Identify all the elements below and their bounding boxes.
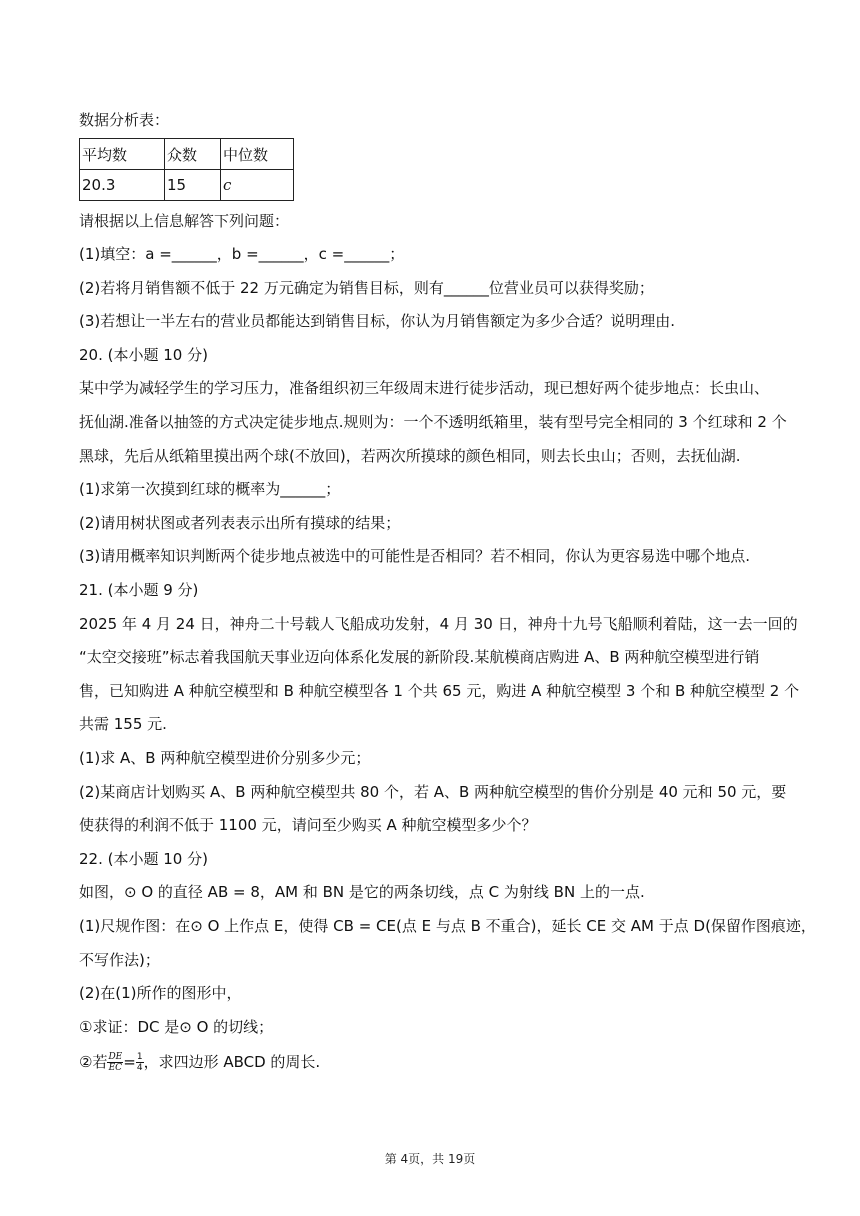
- q22-part1b: 不写作法)；: [79, 951, 160, 969]
- table-header-cell: 中位数: [221, 139, 294, 170]
- q22-sub2: [79, 1050, 784, 1074]
- q20-part1: (1)求第一次摸到红球的概率为______；: [79, 480, 341, 498]
- fraction-denominator: EC: [108, 1063, 123, 1073]
- q19-intro: 请根据以上信息解答下列问题：: [79, 212, 290, 230]
- q22-line1: 如图，⊙ O 的直径 AB = 8，AM 和 BN 是它的两条切线，点 C 为射线 BN 上的一点.: [79, 883, 645, 901]
- q20-line3: 黑球，先后从纸箱里摸出两个球(不放回)，若两次所摸球的颜色相同，则去长虫山；否则，去抚仙湖.: [79, 447, 741, 465]
- section-label: 数据分析表：: [79, 111, 170, 129]
- q20-title: 20. (本小题 10 分): [79, 346, 208, 364]
- q21-part1: (1)求 A、B 两种航空模型进价分别多少元；: [79, 749, 371, 767]
- q21-part2a: (2)某商店计划购买 A、B 两种航空模型共 80 个，若 A、B 两种航空模型的售价分别是 40 元和 50 元，要: [79, 783, 787, 801]
- q22-sub2-suffix: ，求四边形 ABCD 的周长.: [143, 1053, 321, 1071]
- q22-part1a: (1)尺规作图：在⊙ O 上作点 E，使得 CB = CE(点 E 与点 B 不重合)，延长 CE 交 AM 于点 D(保留作图痕迹，: [79, 917, 816, 935]
- q20-line2: 抚仙湖.准备以抽签的方式决定徒步地点.规则为：一个不透明纸箱里，装有型号完全相同的 3 个红球和 2 个: [79, 413, 787, 431]
- table-cell: 15: [165, 170, 221, 201]
- q22-sub1: ①求证：DC 是⊙ O 的切线；: [79, 1018, 274, 1036]
- q21-line4: 共需 155 元.: [79, 715, 167, 733]
- table-cell: 20.3: [80, 170, 165, 201]
- q21-line2: “太空交接班”标志着我国航天事业迈向体系化发展的新阶段.某航模商店购进 A、B 两种航空模型进行销: [79, 648, 760, 666]
- fraction-denominator: 4: [136, 1063, 143, 1073]
- fraction-numerator: 1: [136, 1052, 143, 1062]
- fraction-numerator: DE: [108, 1052, 123, 1062]
- q19-part2: (2)若将月销售额不低于 22 万元确定为销售目标，则有______位营业员可以获得奖励；: [79, 279, 654, 297]
- table-header-row: [80, 139, 294, 170]
- q20-part3: (3)请用概率知识判断两个徒步地点被选中的可能性是否相同？若不相同，你认为更容易选中哪个地点.: [79, 547, 751, 565]
- q21-title: 21. (本小题 9 分): [79, 581, 199, 599]
- table-row: [80, 170, 294, 201]
- q22-sub2-prefix: ②若: [79, 1053, 108, 1071]
- equals-sign: =: [123, 1053, 136, 1071]
- table-cell: c: [221, 170, 294, 201]
- page-footer: 第 4页，共 19页: [384, 1152, 476, 1166]
- table-header-cell: 众数: [165, 139, 221, 170]
- table-header-cell: 平均数: [80, 139, 165, 170]
- q21-line1: 2025 年 4 月 24 日，神舟二十号载人飞船成功发射，4 月 30 日，神舟十九号飞船顺利着陆，这一去一回的: [79, 615, 798, 633]
- fraction-de-ec: [107, 1052, 123, 1073]
- fraction-one-quarter: [136, 1052, 144, 1073]
- q20-part2: (2)请用树状图或者列表表示出所有摸球的结果；: [79, 514, 401, 532]
- q22-part2: (2)在(1)所作的图形中，: [79, 984, 242, 1002]
- q19-part3: (3)若想让一半左右的营业员都能达到销售目标，你认为月销售额定为多少合适？说明理由.: [79, 312, 676, 330]
- stats-table: [79, 138, 294, 201]
- q20-line1: 某中学为减轻学生的学习压力，准备组织初三年级周末进行徒步活动，现已想好两个徒步地点：长虫山、: [79, 379, 770, 397]
- q21-line3: 售，已知购进 A 种航空模型和 B 种航空模型各 1 个共 65 元，购进 A 种航空模型 3 个和 B 种航空模型 2 个: [79, 682, 800, 700]
- q19-part1: (1)填空：a =______，b =______，c =______；: [79, 245, 405, 263]
- q21-part2b: 使获得的利润不低于 1100 元，请问至少购买 A 种航空模型多少个？: [79, 816, 537, 834]
- q22-title: 22. (本小题 10 分): [79, 850, 208, 868]
